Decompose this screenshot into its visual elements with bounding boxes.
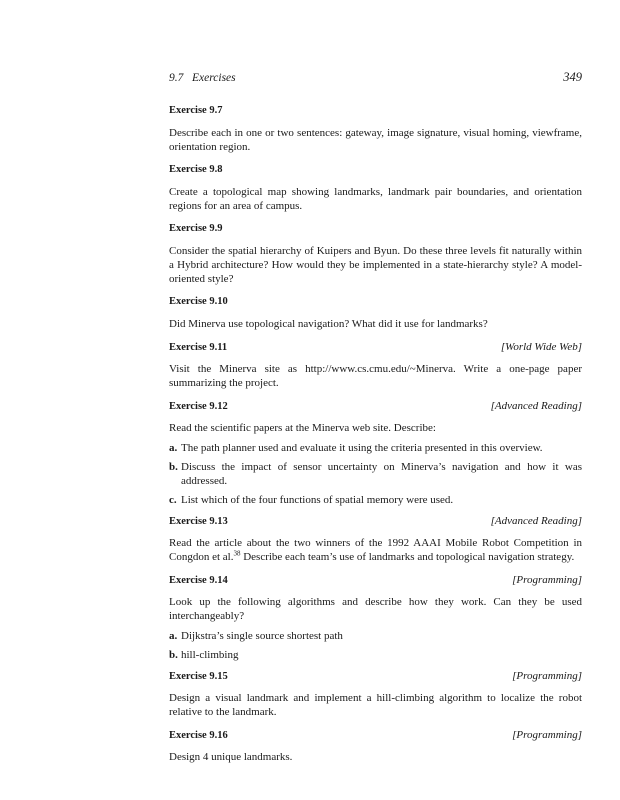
exercise-item-list (169, 629, 582, 662)
exercise-9-11 (169, 341, 582, 390)
exercise-title: Exercise 9.8 (169, 164, 223, 175)
citation-ref: 38 (233, 549, 241, 558)
list-item (169, 629, 582, 643)
exercise-9-14 (169, 574, 582, 662)
item-text: The path planner used and evaluate it using the criteria presented in this overview. (181, 442, 543, 454)
item-label: c. (169, 494, 177, 506)
exercise-title: Exercise 9.13 (169, 516, 228, 527)
list-item (169, 493, 582, 507)
exercise-body: Did Minerva use topological navigation? What did it use for landmarks? (169, 318, 488, 330)
item-text: hill-climbing (181, 649, 239, 661)
list-item (169, 441, 582, 455)
exercise-title: Exercise 9.11 (169, 342, 228, 353)
exercise-item-list (169, 441, 582, 507)
exercise-body: Consider the spatial hierarchy of Kuipers and Byun. Do these three levels fit naturally within a Hybrid architecture? How would they be implemented in a state-hierarchy style? A model-oriented style? (169, 245, 582, 285)
exercise-body: Look up the following algorithms and describe how they work. Can they be used interchangeably? (169, 596, 582, 622)
exercise-title: Exercise 9.14 (169, 575, 228, 586)
item-label: b. (169, 649, 178, 661)
exercise-9-7 (169, 105, 582, 154)
item-label: a. (169, 630, 178, 642)
exercise-body: Read the scientific papers at the Minerva web site. Describe: (169, 422, 436, 434)
exercise-tag: [Programming] (512, 729, 582, 741)
exercise-title: Exercise 9.16 (169, 730, 228, 741)
exercise-body: Visit the Minerva site as http://www.cs.cmu.edu/~Minerva. Write a one-page paper summarizing the project. (169, 363, 582, 389)
list-item (169, 648, 582, 662)
exercise-title: Exercise 9.10 (169, 296, 228, 307)
item-text: Discuss the impact of sensor uncertainty on Minerva’s navigation and how it was addressed. (181, 461, 582, 487)
item-label: b. (169, 461, 178, 473)
exercise-tag: [Programming] (512, 670, 582, 682)
exercise-tag: [Programming] (512, 574, 582, 586)
exercise-9-13 (169, 515, 582, 564)
exercise-title: Exercise 9.9 (169, 223, 223, 234)
exercise-9-16 (169, 729, 582, 764)
item-text: Dijkstra’s single source shortest path (181, 630, 343, 642)
page (169, 70, 582, 764)
exercise-9-9 (169, 223, 582, 286)
exercise-body: Design 4 unique landmarks. (169, 751, 293, 763)
exercise-tag: [World Wide Web] (500, 341, 582, 353)
exercise-tag: [Advanced Reading] (490, 515, 582, 527)
exercise-title: Exercise 9.15 (169, 671, 228, 682)
running-head (169, 70, 582, 88)
exercise-9-12 (169, 400, 582, 507)
exercise-body: Describe each in one or two sentences: gateway, image signature, visual homing, viewframe, orientation region. (169, 127, 582, 153)
list-item (169, 460, 582, 488)
exercise-9-8 (169, 164, 582, 213)
exercise-9-15 (169, 670, 582, 719)
exercise-body: Create a topological map showing landmarks, landmark pair boundaries, and orientation regions for an area of campus. (169, 186, 582, 212)
exercise-tag: [Advanced Reading] (490, 400, 582, 412)
exercise-title: Exercise 9.7 (169, 105, 223, 116)
exercise-title: Exercise 9.12 (169, 401, 228, 412)
page-number: 349 (563, 70, 582, 84)
item-label: a. (169, 442, 178, 454)
exercise-body: Design a visual landmark and implement a hill-climbing algorithm to localize the robot relative to the landmark. (169, 692, 582, 718)
item-text: List which of the four functions of spatial memory were used. (181, 494, 454, 506)
exercise-9-10 (169, 296, 582, 331)
exercise-body: Read the article about the two winners of the 1992 AAAI Mobile Robot Competition in Congdon et al.$^{38}$ Describe each team’s use of landmarks and topological navigation strategy. (169, 537, 582, 563)
running-head-section: 9.7 Exercises (169, 72, 236, 84)
